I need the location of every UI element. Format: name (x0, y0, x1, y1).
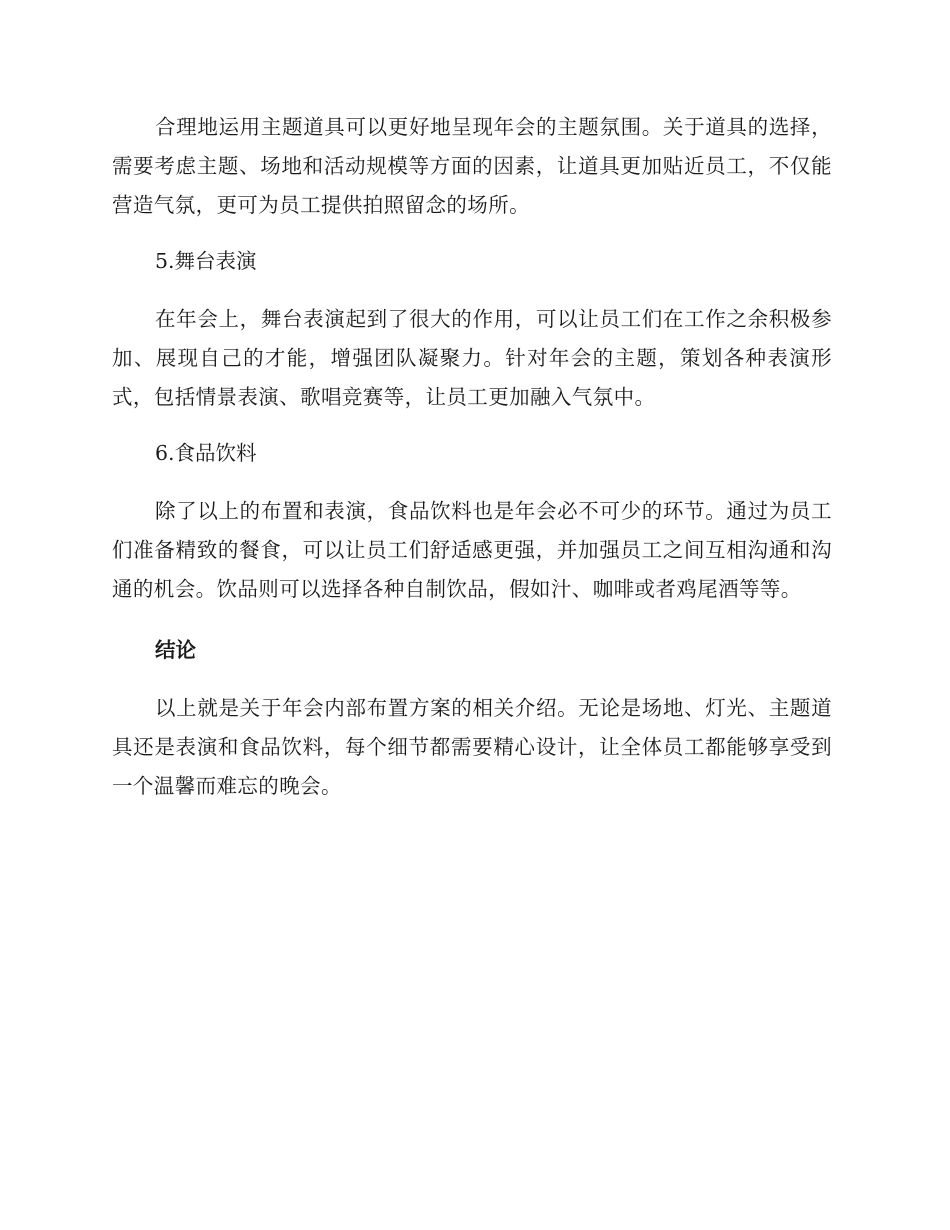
paragraph-stage-performance: 在年会上，舞台表演起到了很大的作用，可以让员工们在工作之余积极参加、展现自己的才能，增强团队凝聚力。针对年会的主题，策划各种表演形式，包括情景表演、歌唱竞赛等，让员工更加融入气氛中。 (112, 307, 832, 409)
conclusion-heading: 结论 (155, 638, 196, 662)
paragraph-conclusion: 以上就是关于年会内部布置方案的相关介绍。无论是场地、灯光、主题道具还是表演和食品饮料，每个细节都需要精心设计，让全体员工都能够享受到一个温馨而难忘的晚会。 (112, 696, 832, 798)
document-page (112, 108, 832, 806)
paragraph-props: 合理地运用主题道具可以更好地呈现年会的主题氛围。关于道具的选择，需要考虑主题、场地和活动规模等方面的因素，让道具更加贴近员工，不仅能营造气氛，更可为员工提供拍照留念的场所。 (112, 115, 832, 217)
section-5-heading: 5.舞台表演 (155, 249, 257, 273)
paragraph-food-drinks: 除了以上的布置和表演，食品饮料也是年会必不可少的环节。通过为员工们准备精致的餐食，可以让员工们舒适感更强，并加强员工之间互相沟通和沟通的机会。饮品则可以选择各种自制饮品，假如汁、咖啡或者鸡尾酒等等。 (112, 499, 832, 601)
section-6-heading: 6.食品饮料 (155, 441, 257, 465)
